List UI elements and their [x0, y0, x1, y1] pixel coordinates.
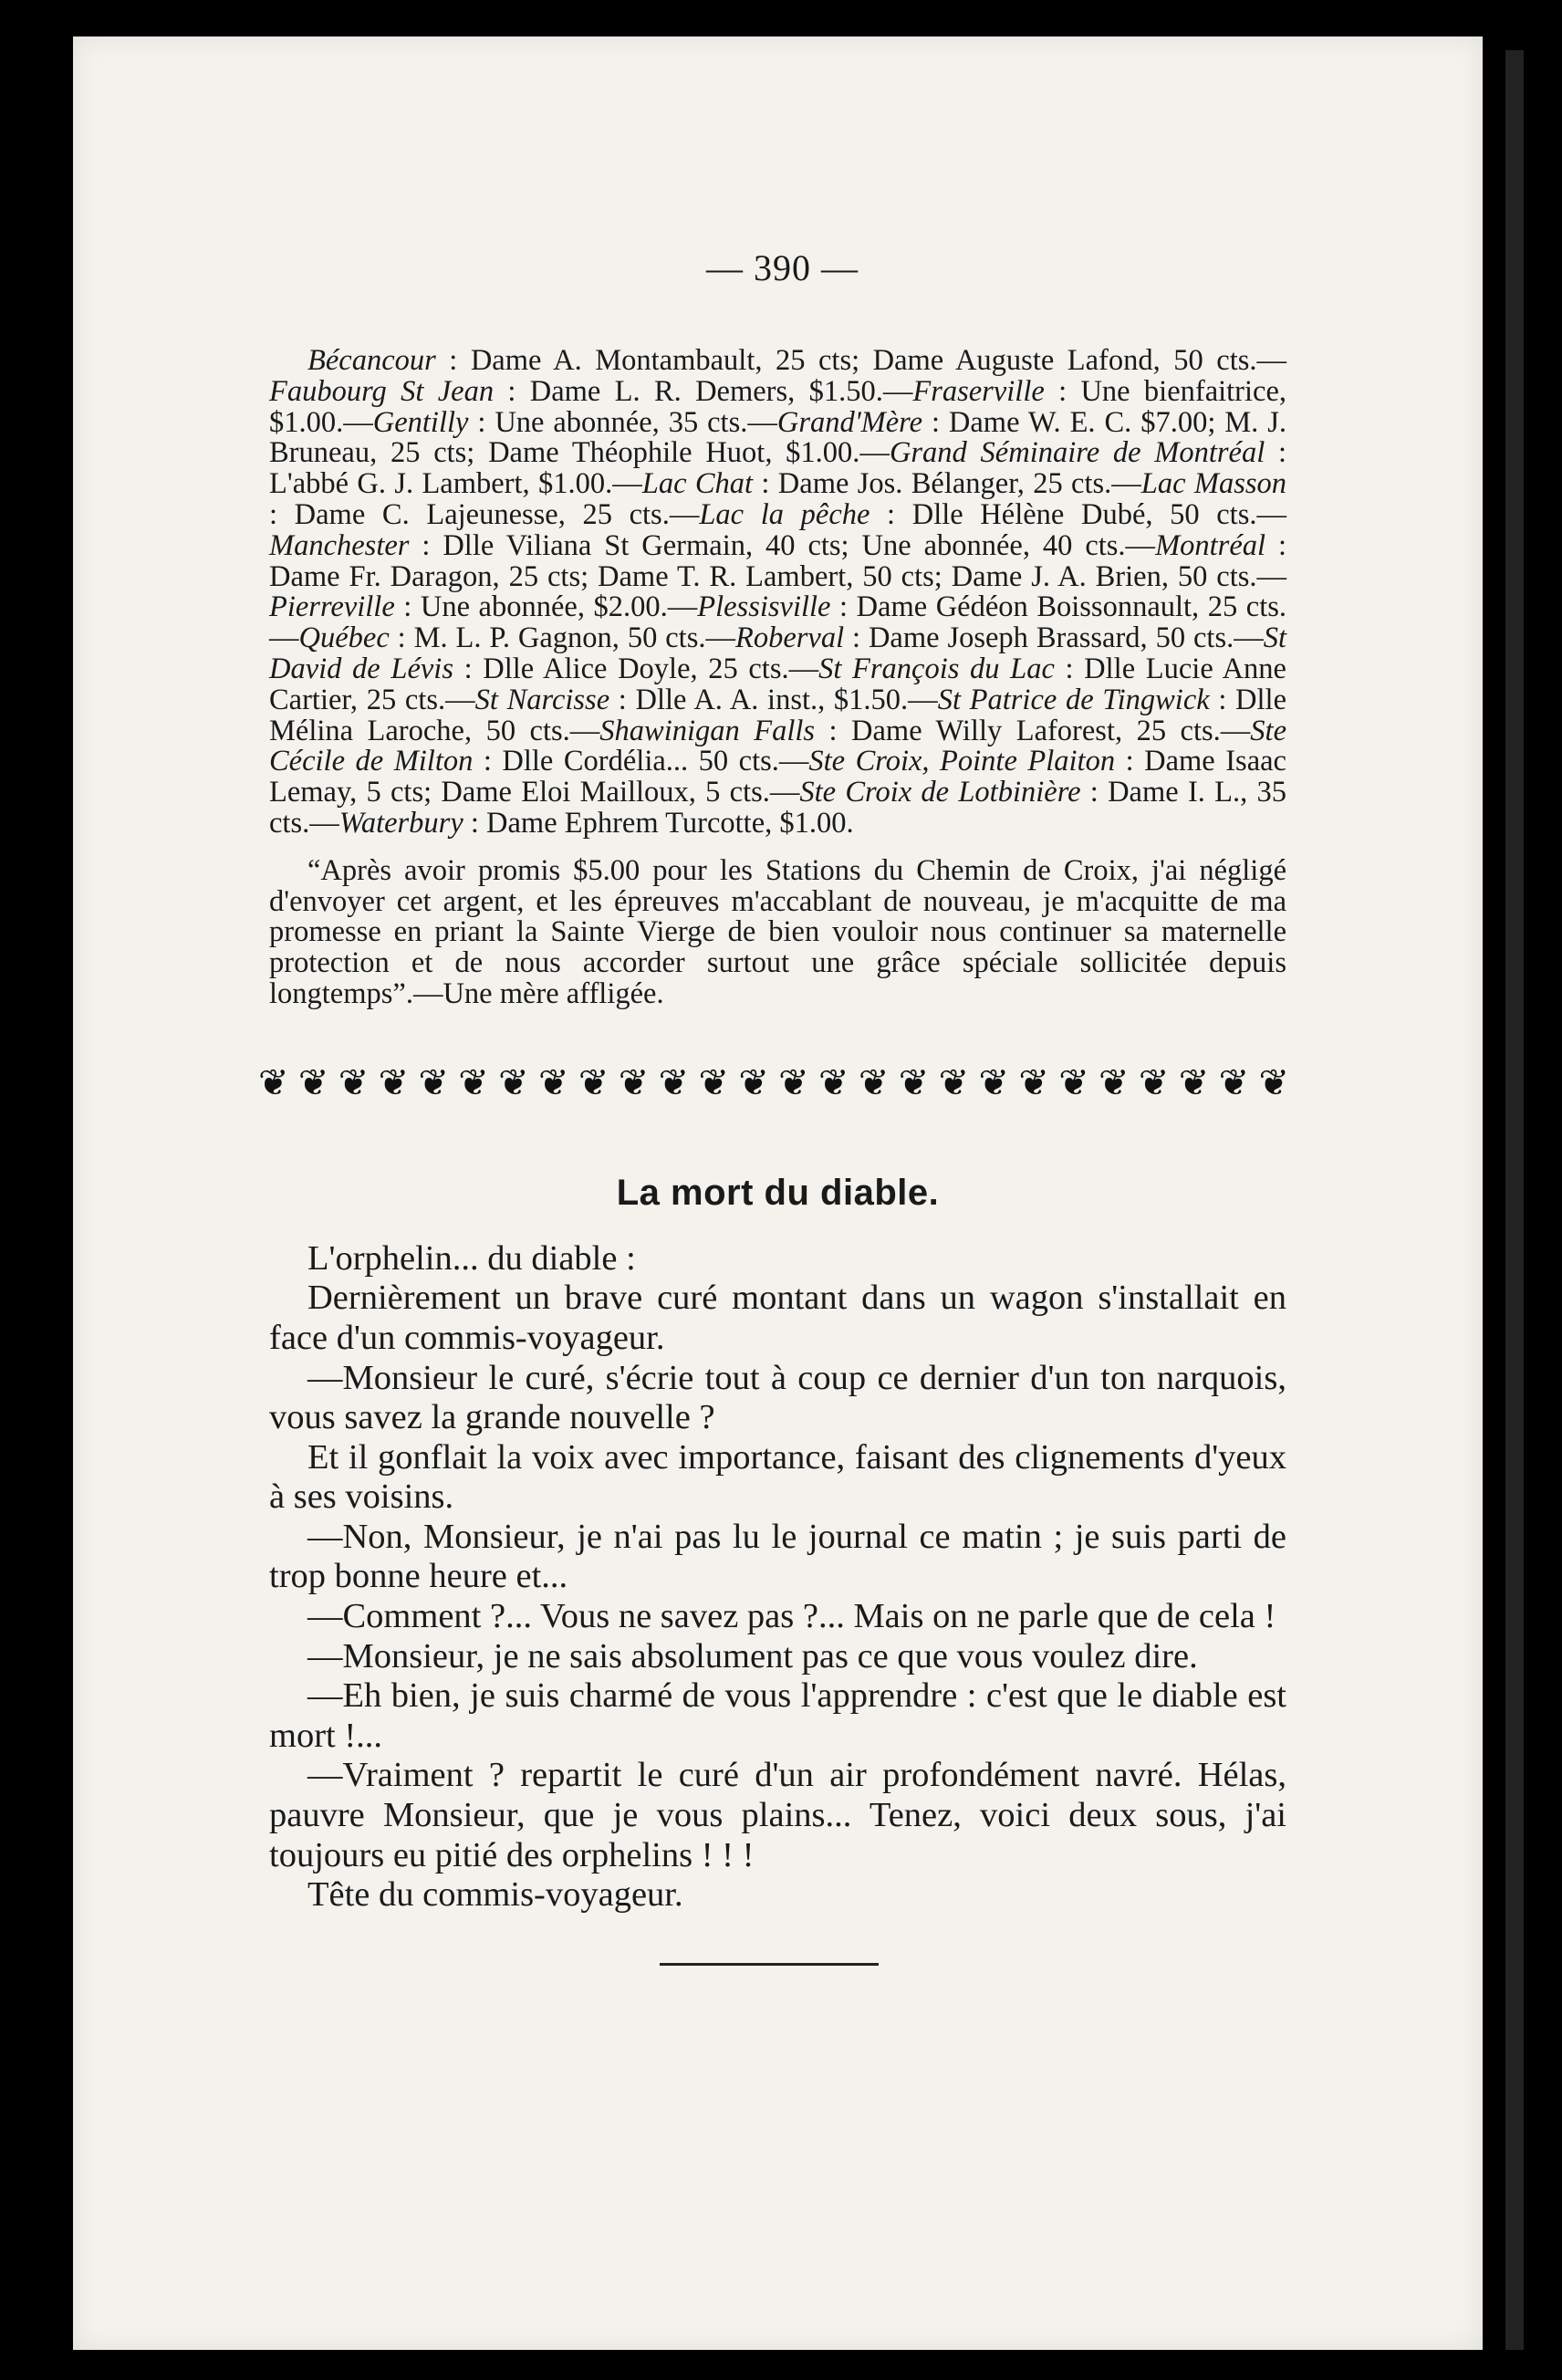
testimonial-quote: “Après avoir promis $5.00 pour les Stations du Chemin de Croix, j'ai négligé d'envoyer cet argent, et les épreuves m'accablant de nouveau, je m'acquitte de ma promesse en priant la Sainte Vierge de bien vouloir nous continuer sa maternelle protection et de nous accorder surtout une grâce spéciale sollicitée depuis longtemps”.—Une mère affligée.: [269, 853, 1286, 1010]
fleuron-icon: ❦: [338, 1062, 370, 1103]
fleuron-icon: ❦: [1218, 1062, 1250, 1103]
fleuron-icon: ❦: [858, 1062, 890, 1103]
page-number: — 390 —: [706, 247, 859, 288]
story-paragraph: Tête du commis-voyageur.: [307, 1875, 683, 1915]
decorative-ornament-border: [258, 1063, 1289, 1103]
fleuron-icon: ❦: [498, 1062, 529, 1103]
story-paragraph: —Monsieur, je ne sais absolument pas ce que vous voulez dire.: [307, 1636, 1198, 1675]
fleuron-icon: ❦: [618, 1062, 650, 1103]
fleuron-icon: ❦: [1258, 1062, 1289, 1103]
fleuron-icon: ❦: [258, 1062, 289, 1103]
story-paragraph: Dernièrement un brave curé montant dans un wagon s'installait en face d'un commis-voyageur.: [269, 1279, 1286, 1357]
story-paragraph: L'orphelin... du diable :: [307, 1238, 636, 1278]
fleuron-icon: ❦: [818, 1062, 849, 1103]
fleuron-icon: ❦: [1178, 1062, 1210, 1103]
page-content: [258, 246, 1289, 1966]
end-rule-divider: [660, 1963, 879, 1966]
fleuron-icon: ❦: [938, 1062, 970, 1103]
story-paragraph: —Vraiment ? repartit le curé d'un air profondément navré. Hélas, pauvre Monsieur, que je vous plains... Tenez, voici deux sous, j'ai toujours eu pitié des orphelins ! ! !: [269, 1756, 1286, 1874]
story-paragraph: —Comment ?... Vous ne savez pas ?... Mais on ne parle que de cela !: [307, 1597, 1276, 1636]
fleuron-icon: ❦: [738, 1062, 769, 1103]
story-paragraph: —Eh bien, je suis charmé de vous l'apprendre : c'est que le diable est mort !...: [269, 1676, 1286, 1755]
fleuron-icon: ❦: [698, 1062, 729, 1103]
fleuron-icon: ❦: [898, 1062, 930, 1103]
donations-list: Bécancour : Dame A. Montambault, 25 cts; Dame Auguste Lafond, 50 cts.—Faubourg St Jean : Dame L. R. Demers, $1.50.—Fraserville : Une bienfaitrice, $1.00.—Gentilly : Une abonnée, 35 cts.—Grand'Mère : Dame W. E. C. $7.00; M. J. Bruneau, 25 cts; Dame Théophile Huot, $1.00.—Grand Séminaire de Montréal : L'abbé G. J. Lambert, $1.00.—Lac Chat : Dame Jos. Bélanger, 25 cts.—Lac Masson : Dame C. Lajeunesse, 25 cts.—Lac la pêche : Dlle Hélène Dubé, 50 cts.—Manchester : Dlle Viliana St Germain, 40 cts; Une abonnée, 40 cts.—Montréal : Dame Fr. Daragon, 25 cts; Dame T. R. Lambert, 50 cts; Dame J. A. Brien, 50 cts.—Pierreville : Une abonnée, $2.00.—Plessisville : Dame Gédéon Boissonnault, 25 cts.—Québec : M. L. P. Gagnon, 50 cts.—Roberval : Dame Joseph Brassard, 50 cts.—St David de Lévis : Dlle Alice Doyle, 25 cts.—St François du Lac : Dlle Lucie Anne Cartier, 25 cts.—St Narcisse : Dlle A. A. inst., $1.50.—St Patrice de Tingwick : Dlle Mélina Laroche, 50 cts.—Shawinigan Falls : Dame Willy Laforest, 25 cts.—Ste Cécile de Milton : Dlle Cordélia... 50 cts.—Ste Croix, Pointe Plaiton : Dame Isaac Lemay, 5 cts; Dame Eloi Mailloux, 5 cts.—Ste Croix de Lotbinière : Dame I. L., 35 cts.—Waterbury : Dame Ephrem Turcotte, $1.00.: [269, 344, 1287, 840]
fleuron-icon: ❦: [658, 1062, 690, 1103]
fleuron-icon: ❦: [378, 1062, 410, 1103]
fleuron-icon: ❦: [978, 1062, 1009, 1103]
page-binding-edge: [1505, 50, 1524, 2350]
fleuron-icon: ❦: [1018, 1062, 1049, 1103]
fleuron-icon: ❦: [578, 1062, 609, 1103]
story-paragraph: —Monsieur le curé, s'écrie tout à coup ce dernier d'un ton narquois, vous savez la grande nouvelle ?: [269, 1358, 1286, 1437]
fleuron-icon: ❦: [297, 1062, 329, 1103]
fleuron-icon: ❦: [458, 1062, 489, 1103]
fleuron-icon: ❦: [1099, 1062, 1130, 1103]
fleuron-icon: ❦: [538, 1062, 569, 1103]
story-paragraph: —Non, Monsieur, je n'ai pas lu le journal ce matin ; je suis parti de trop bonne heure et...: [269, 1517, 1286, 1596]
fleuron-icon: ❦: [1058, 1062, 1089, 1103]
fleuron-icon: ❦: [1138, 1062, 1170, 1103]
story-title: La mort du diable.: [616, 1172, 940, 1213]
fleuron-icon: ❦: [778, 1062, 809, 1103]
story-body: [269, 1239, 1286, 1915]
story-paragraph: Et il gonflait la voix avec importance, faisant des clignements d'yeux à ses voisins.: [269, 1437, 1286, 1517]
fleuron-icon: ❦: [418, 1062, 449, 1103]
